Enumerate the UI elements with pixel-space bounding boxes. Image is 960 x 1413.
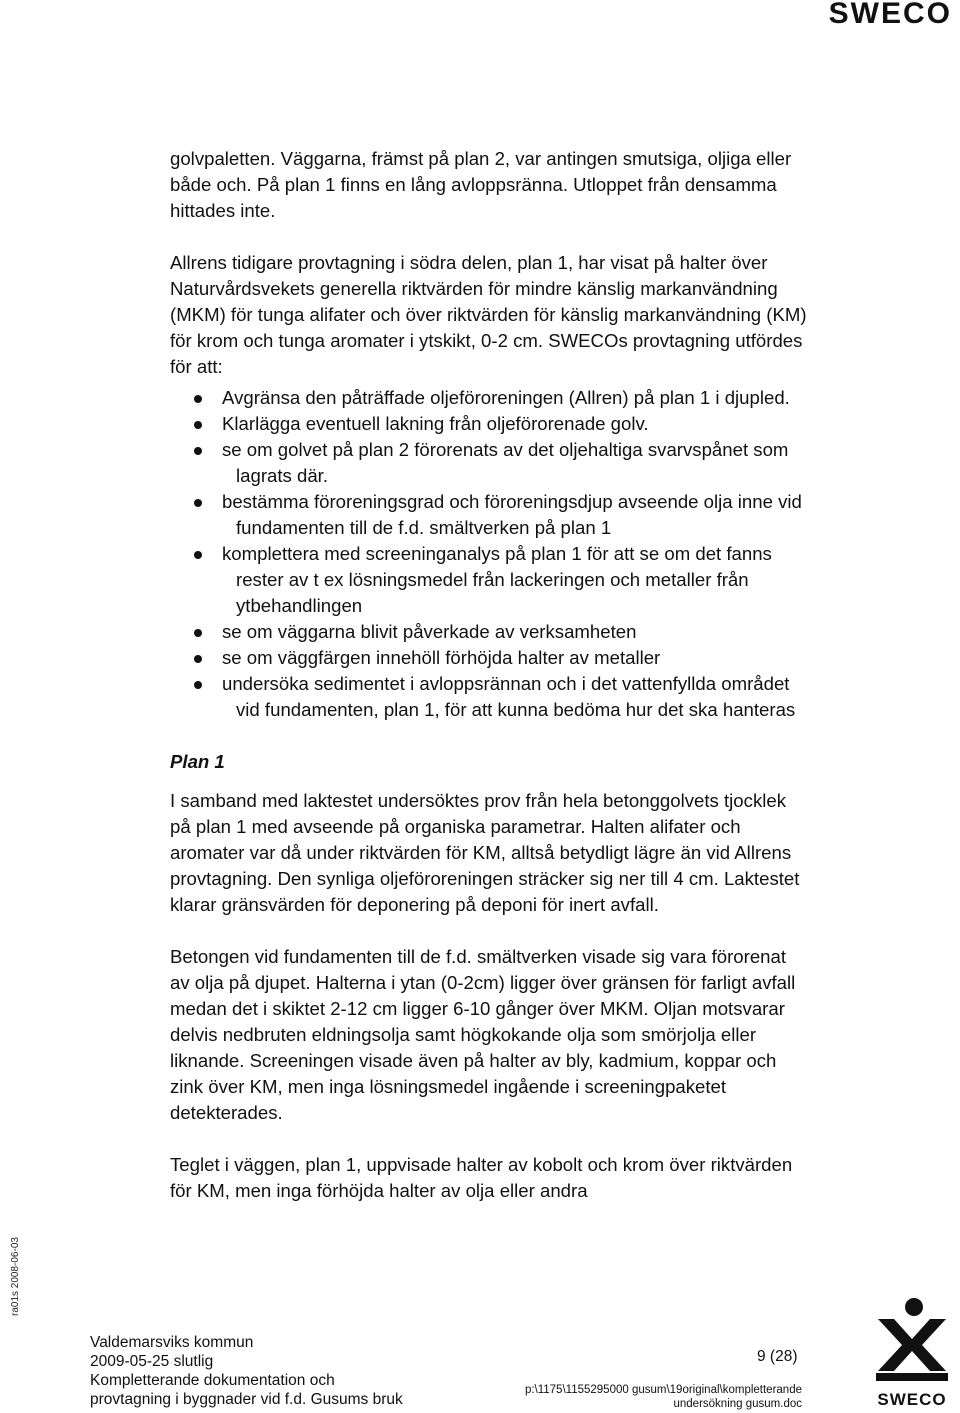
document-body: [170, 146, 810, 1204]
bullet-list: [194, 385, 810, 723]
footer-title-2: provtagning i byggnader vid f.d. Gusums bruk: [90, 1391, 403, 1408]
bullet-icon: [194, 499, 202, 507]
paragraph-intro: golvpaletten. Väggarna, främst på plan 2, var antingen smutsiga, oljiga eller både och. På plan 1 finns en lång avloppsränna. Utloppet från densamma hittades inte.: [170, 148, 792, 221]
list-item: Klarlägga eventuell lakning från oljeförorenade golv.: [194, 411, 810, 437]
template-id: ra01s 2008-06-03: [10, 1237, 21, 1316]
section-heading-plan1: Plan 1: [170, 751, 225, 772]
bullet-icon: [194, 629, 202, 637]
page-number: 9 (28): [757, 1348, 798, 1365]
list-item: undersöka sedimentet i avloppsrännan och i det vattenfyllda området vid fundamenten, plan 1, för att kunna bedöma hur det ska hanteras: [194, 671, 810, 723]
footer-date: 2009-05-25 slutlig: [90, 1353, 214, 1370]
bullet-icon: [194, 681, 202, 689]
side-note: [0, 1230, 21, 1320]
bullet-icon: [194, 447, 202, 455]
list-item: Avgränsa den påträffade oljeföroreningen (Allren) på plan 1 i djupled.: [194, 385, 810, 411]
file-path-line-2: undersökning gusum.doc: [673, 1398, 802, 1410]
paragraph-laktest: I samband med laktestet undersöktes prov från hela betonggolvets tjocklek på plan 1 med avseende på organiska parametrar. Halten alifater och aromater var då under riktvärden för KM, alltså betydligt lägre än vid Allrens provtagning. Den synliga oljeföroreningen sträcker sig ner till 4 cm. Laktestet klarar gränsvärden för deponering på deponi för inert avfall.: [170, 790, 800, 915]
bullet-icon: [194, 655, 202, 663]
bullet-icon: [194, 395, 202, 403]
file-path: [512, 1383, 802, 1411]
bullet-icon: [194, 421, 202, 429]
footer-info: [90, 1333, 403, 1409]
list-item: se om väggarna blivit påverkade av verksamheten: [194, 619, 810, 645]
list-item: komplettera med screeninganalys på plan 1 för att se om det fanns rester av t ex lösningsmedel från lackeringen och metaller från ytbehandlingen: [194, 541, 810, 619]
sweco-logo-icon: [872, 1295, 952, 1383]
file-path-line-1: p:\1175\1155295000 gusum\19original\kompletterande: [524, 1384, 802, 1396]
paragraph-tegel: Teglet i väggen, plan 1, uppvisade halter av kobolt och krom över riktvärden för KM, men inga förhöjda halter av olja eller andra: [170, 1154, 793, 1201]
footer-title-1: Kompletterande dokumentation och: [90, 1372, 335, 1389]
footer-logo-text: SWECO: [877, 1390, 947, 1409]
list-item: se om väggfärgen innehöll förhöjda halter av metaller: [194, 645, 810, 671]
header-logo: SWECO: [828, 0, 952, 30]
paragraph-betong: Betongen vid fundamenten till de f.d. smältverken visade sig vara förorenat av olja på djupet. Halterna i ytan (0-2cm) ligger över gränsen för farligt avfall medan det i skiktet 2-12 cm ligger 6-10 gånger över MKM. Oljan motsvarar delvis nedbruten eldningsolja samt högkokande olja som smörjolja eller liknande. Screeningen visade även på halter av bly, kadmium, koppar och zink över KM, men inga lösningsmedel ingående i screeningpaketet detekterades.: [170, 946, 796, 1123]
paragraph-allren: Allrens tidigare provtagning i södra delen, plan 1, har visat på halter över Naturvårdsvekets generella riktvärden för mindre känslig markanvändning (MKM) för tunga alifater och över riktvärden för känslig markanvändning (KM) för krom och tunga aromater i ytskikt, 0-2 cm. SWECOs provtagning utfördes för att:: [170, 252, 807, 377]
footer-client: Valdemarsviks kommun: [90, 1334, 254, 1351]
bullet-icon: [194, 551, 202, 559]
list-item: bestämma föroreningsgrad och föroreningsdjup avseende olja inne vid fundamenten till de f.d. smältverken på plan 1: [194, 489, 810, 541]
list-item: se om golvet på plan 2 förorenats av det oljehaltiga svarvspånet som lagrats där.: [194, 437, 810, 489]
